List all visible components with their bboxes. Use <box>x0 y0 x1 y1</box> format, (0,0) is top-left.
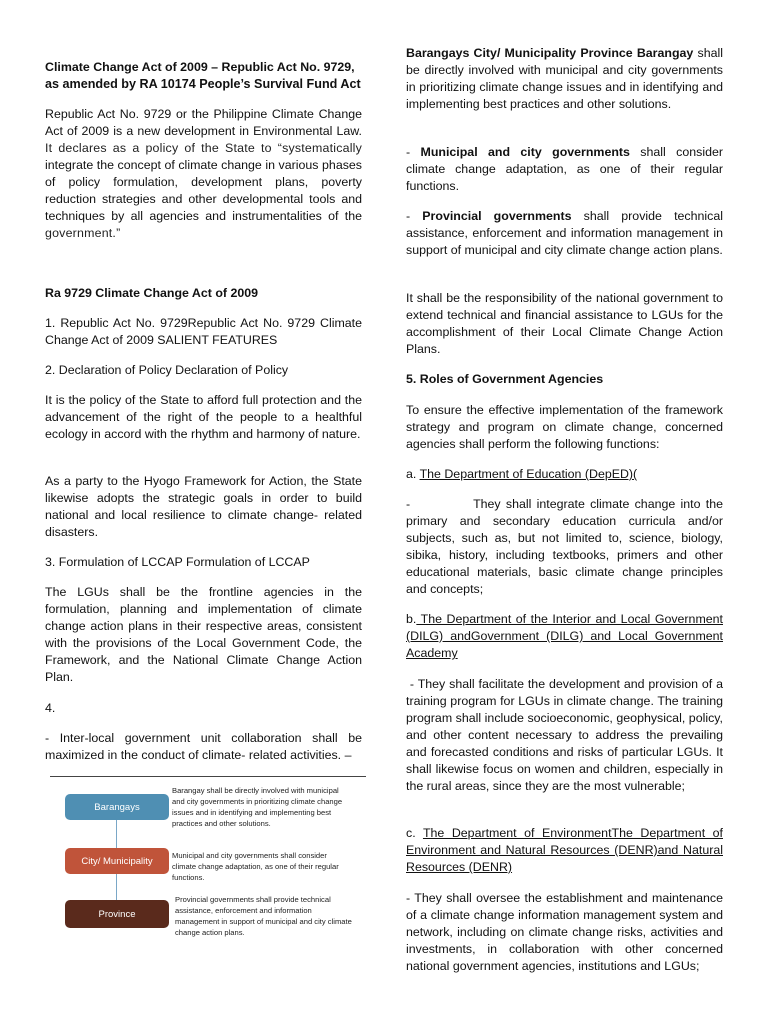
interlocal-paragraph: - Inter-local government unit collaboration shall be maximized in the conduct of climate- related activities. – <box>45 731 362 762</box>
denr-prefix: c. <box>406 826 423 840</box>
city-municipality-box-label: City/ Municipality <box>81 855 153 867</box>
municipal-dash: - <box>406 145 421 159</box>
arrow-city-to-province <box>116 874 117 900</box>
municipal-role-bold: Municipal and city governments <box>420 145 630 159</box>
policy-paragraph: It is the policy of the State to afford full protection and the advancement of the right of the people to a healthful ecology in accord with the rhythm and harmony of nature. <box>45 393 362 441</box>
item-4: 4. <box>45 701 56 715</box>
provincial-dash: - <box>406 209 423 223</box>
lgu-hierarchy-diagram <box>45 776 367 946</box>
province-description: Provincial governments shall provide technical assistance, enforcement and information management in support of municipal and city climate change action plans. <box>175 895 352 937</box>
city-description: Municipal and city governments shall consider climate change adaptation, as one of their regular functions. <box>172 851 339 882</box>
arrow-barangay-to-city <box>116 820 117 848</box>
hyogo-paragraph: As a party to the Hyogo Framework for Action, the State likewise adopts the strategic goals in order to build national and local resilience to climate change- related disasters. <box>45 474 362 539</box>
municipal-role-paragraph <box>406 144 723 195</box>
barangay-description: Barangay shall be directly involved with municipal and city governments in prioritizing climate change issues and in identifying and implementing best practices and other solutions. <box>172 786 343 828</box>
salient-features-item: 1. Republic Act No. 9729Republic Act No. 9729 Climate Change Act of 2009 SALIENT FEATURES <box>45 316 362 347</box>
deped-paragraph: - They shall integrate climate change into the primary and secondary education curricula and/or subjects, such as, but not limited to, science, biology, sibika, history, including textbooks, primers and other educational materials, basic climate change principles and concepts; <box>406 497 727 596</box>
provincial-role-bold: Provincial governments <box>422 209 572 223</box>
national-gov-paragraph: It shall be the responsibility of the national government to extend technical and financial assistance to LGUs for the accomplishment of their Local Climate Change Action Plans. <box>406 291 723 356</box>
document-title-line1: Climate Change Act of 2009 – Republic Act No. 9729, <box>45 60 355 74</box>
declaration-item: 2. Declaration of Policy Declaration of Policy <box>45 363 289 377</box>
denr-paragraph: - They shall oversee the establishment and maintenance of a climate change information management system and network, including on climate change risks, activities and investments, in collaboration with other concerned national government agencies, institutions and LGUs; <box>406 891 723 973</box>
city-municipality-box <box>65 848 169 874</box>
dilg-heading <box>406 611 723 662</box>
roles-intro-paragraph: To ensure the effective implementation of the framework strategy and program on climate change, concerned agencies shall perform the following functions: <box>406 403 723 451</box>
lgu-paragraph: The LGUs shall be the frontline agencies in the formulation, planning and implementation of climate change action plans in their respective areas, consistent with the provisions of the Local Government Code, the Framework, and the National Climate Change Action Plan. <box>45 585 362 684</box>
provincial-role-paragraph <box>406 208 723 259</box>
barangay-role-paragraph <box>406 45 723 113</box>
provincial-role-text: shall provide technical assistance, enforcement and information management in support of municipal and city climate change action plans. <box>406 209 723 257</box>
deped-prefix: a. <box>406 467 420 481</box>
lccap-item: 3. Formulation of LCCAP Formulation of LCCAP <box>45 555 310 569</box>
intro-paragraph <box>45 106 362 242</box>
barangay-role-bold: Barangays City/ Municipality Province Barangay <box>406 46 694 60</box>
barangay-role-text: shall be directly involved with municipal and city governments in prioritizing climate change issues and in identifying and implementing best practices and other solutions. <box>406 46 723 111</box>
diagram-top-rule <box>50 776 366 777</box>
roles-heading: 5. Roles of Government Agencies <box>406 372 604 386</box>
barangays-box-label: Barangays <box>94 801 140 813</box>
deped-heading <box>406 466 723 483</box>
denr-title: The Department of EnvironmentThe Department of Environment and Natural Resources (DENR)and Natural Resources (DENR) <box>406 826 723 874</box>
intro-text-d: government.” <box>45 226 121 240</box>
intro-text-a: Republic Act No. 9729 or the Philippine Climate Change Act of 2009 is a new development in Environmental Law. <box>45 107 362 138</box>
intro-text-c: integrate the concept of climate change in various phases of policy formulation, development plans, poverty reduction strategies and other developmental tools and techniques by all agencies and instrumentalities of the <box>45 158 362 223</box>
dilg-paragraph: - They shall facilitate the development and provision of a training program for LGUs in climate change. The training program shall include socioeconomic, geophysical, policy, and other content necessary to address the prevailing and forecasted conditions and risks of particular LGUs. It shall likewise focus on women and children, especially in the rural areas, since they are the most vulnerable; <box>406 677 727 793</box>
deped-title: The Department of Education (DepED)( <box>419 467 638 481</box>
intro-text-b: It declares as a policy of the State to “systematically <box>45 141 362 155</box>
dilg-title: The Department of the Interior and Local Government (DILG) andGovernment (DILG) and Local Government Academy <box>406 612 723 660</box>
section-heading-ra9729: Ra 9729 Climate Change Act of 2009 <box>45 286 259 300</box>
municipal-role-text: shall consider climate change adaptation, as one of their regular functions. <box>406 145 723 193</box>
dilg-prefix: b. <box>406 612 417 626</box>
province-box-label: Province <box>98 908 136 920</box>
document-title-line2: as amended by RA 10174 People’s Survival Fund Act <box>45 77 361 91</box>
province-box <box>65 900 169 928</box>
barangays-box <box>65 794 169 820</box>
denr-heading <box>406 825 723 876</box>
